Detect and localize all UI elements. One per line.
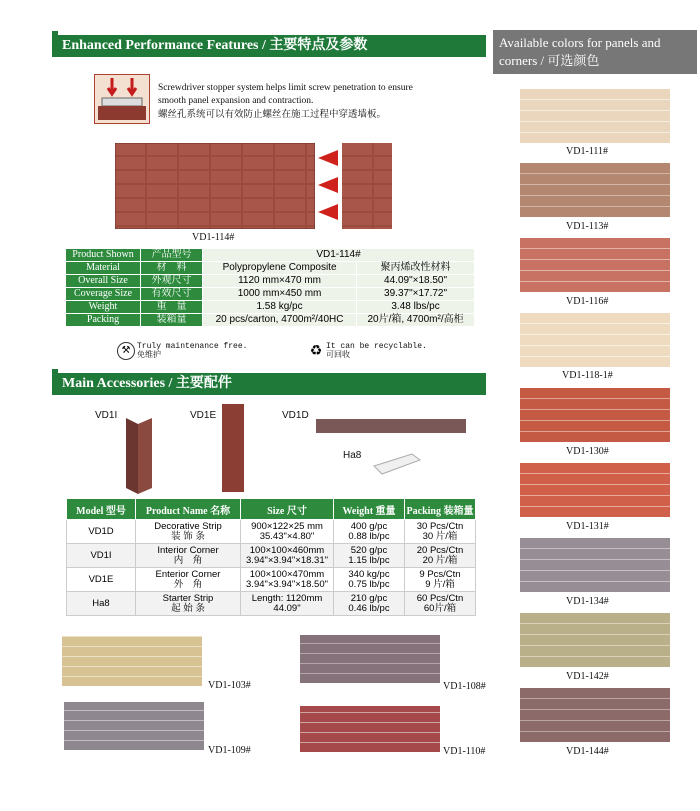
- panel-vd1-110: [300, 706, 440, 752]
- acc-label-vd1d: VD1D: [282, 410, 309, 421]
- acc-model: VD1E: [67, 568, 136, 592]
- panel-caption-109: VD1-109#: [208, 745, 251, 756]
- acc-vd1i-image: [118, 418, 158, 494]
- spec-value-cn: 44.09"×18.50": [357, 275, 475, 288]
- spec-row: [66, 288, 475, 301]
- spec-label-en: Product Shown: [66, 249, 141, 262]
- color-swatch: [520, 238, 670, 292]
- acc-header-size: Size 尺寸: [241, 499, 334, 520]
- maintenance-icon: ⚒: [117, 342, 135, 360]
- acc-weight-lb: 1.15 lb/pc: [348, 554, 390, 566]
- acc-size-mm: 100×100×470mm: [249, 568, 325, 580]
- panel-vd1-103: [62, 636, 202, 686]
- panel-vd1-114: [115, 143, 315, 229]
- acc-packing: [405, 592, 476, 616]
- acc-packing-cn: 9 片/箱: [425, 578, 455, 590]
- spec-value: 1000 mm×450 mm: [203, 288, 357, 301]
- acc-row: [67, 520, 476, 544]
- panel-arrows: [318, 150, 340, 220]
- acc-label-vd1e: VD1E: [190, 410, 217, 421]
- color-label: VD1-130#: [566, 446, 609, 457]
- accessories-table: [66, 498, 476, 616]
- maintenance-text-en: Truly maintenance free.: [137, 342, 248, 351]
- acc-size: [241, 592, 334, 616]
- spec-label-cn: 产品型号: [141, 249, 203, 262]
- spec-table: [65, 248, 475, 327]
- acc-weight: [334, 544, 405, 568]
- acc-packing-cn: 60片/箱: [423, 602, 457, 614]
- acc-weight-lb: 0.46 lb/pc: [348, 602, 390, 614]
- acc-size: [241, 568, 334, 592]
- color-label: VD1-142#: [566, 671, 609, 682]
- acc-name: [136, 520, 241, 544]
- color-label: VD1-134#: [566, 596, 609, 607]
- acc-weight-g: 400 g/pc: [350, 520, 388, 532]
- maintenance-text-cn: 免维护: [137, 351, 161, 360]
- spec-value: 20 pcs/carton, 4700m²/40HC: [203, 314, 357, 327]
- spec-label-cn: 材 料: [141, 262, 203, 275]
- spec-label-cn: 装箱量: [141, 314, 203, 327]
- features-desc-cn: 螺丝孔系统可以有效防止螺丝在施工过程中穿透墙板。: [158, 110, 387, 120]
- spec-value-cn: 3.48 lbs/pc: [357, 301, 475, 314]
- acc-vd1e-image: [220, 404, 246, 494]
- acc-header-name: Product Name 名称: [136, 499, 241, 520]
- acc-weight-g: 520 g/pc: [350, 544, 388, 556]
- panel-caption-110: VD1-110#: [443, 746, 486, 757]
- acc-packing-en: 30 Pcs/Ctn: [416, 520, 464, 532]
- panel-vd1-109: [64, 702, 204, 750]
- brick-edge-svg: [342, 143, 392, 229]
- color-label: VD1-144#: [566, 746, 609, 757]
- acc-name-en: Interior Corner: [157, 544, 219, 556]
- red-arrows-svg: [318, 150, 340, 220]
- starter-strip-svg: [372, 452, 422, 476]
- corner-vd1i-svg: [118, 418, 158, 494]
- acc-packing: [405, 520, 476, 544]
- acc-name: [136, 568, 241, 592]
- acc-size-in: 3.94"×3.94"×18.50": [246, 578, 328, 590]
- acc-size-mm: 100×100×460mm: [249, 544, 325, 556]
- acc-packing: [405, 544, 476, 568]
- acc-size-mm: Length: 1120mm: [251, 592, 323, 604]
- corner-vd1e-svg: [220, 404, 246, 494]
- panel-caption-108: VD1-108#: [443, 681, 486, 692]
- color-label: VD1-116#: [566, 296, 609, 307]
- spec-row: [66, 301, 475, 314]
- spec-label-en: Material: [66, 262, 141, 275]
- spec-row: [66, 275, 475, 288]
- acc-size-mm: 900×122×25 mm: [251, 520, 323, 532]
- spec-value: 1.58 kg/pc: [203, 301, 357, 314]
- acc-label-vd1i: VD1I: [95, 410, 118, 421]
- spec-value-cn: 20片/箱, 4700m²/高柜: [357, 314, 475, 327]
- acc-model: VD1D: [67, 520, 136, 544]
- spec-value: VD1-114#: [203, 249, 475, 262]
- acc-ha8-image: [372, 452, 422, 476]
- acc-row: [67, 592, 476, 616]
- acc-packing-en: 20 Pcs/Ctn: [416, 544, 464, 556]
- acc-vd1d-image: [316, 419, 466, 433]
- acc-weight-lb: 0.75 lb/pc: [348, 578, 390, 590]
- accessories-header: Main Accessories / 主要配件: [52, 373, 486, 395]
- acc-weight: [334, 568, 405, 592]
- acc-weight: [334, 592, 405, 616]
- panel-caption: VD1-114#: [192, 232, 235, 243]
- acc-name-cn: 内 角: [173, 554, 203, 566]
- spec-label-en: Overall Size: [66, 275, 141, 288]
- recycle-text-cn: 可回收: [326, 351, 350, 360]
- acc-name-cn: 外 角: [173, 578, 203, 590]
- acc-header-weight: Weight 重量: [334, 499, 405, 520]
- acc-name-cn: 装 饰 条: [171, 530, 205, 542]
- acc-name: [136, 592, 241, 616]
- color-swatch: [520, 163, 670, 217]
- acc-name-en: Decorative Strip: [154, 520, 222, 532]
- acc-label-ha8: Ha8: [343, 450, 362, 461]
- spec-label-en: Weight: [66, 301, 141, 314]
- spec-label-en: Packing: [66, 314, 141, 327]
- color-label: VD1-131#: [566, 521, 609, 532]
- acc-weight-lb: 0.88 lb/pc: [348, 530, 390, 542]
- acc-row: [67, 568, 476, 592]
- acc-row: [67, 544, 476, 568]
- color-swatch: [520, 688, 670, 742]
- panel-vd1-108: [300, 635, 440, 683]
- panel-caption-103: VD1-103#: [208, 680, 251, 691]
- acc-weight-g: 210 g/pc: [350, 592, 388, 604]
- acc-size-in: 44.09": [273, 602, 301, 614]
- color-label: VD1-111#: [566, 146, 609, 157]
- acc-packing-en: 9 Pcs/Ctn: [419, 568, 461, 580]
- color-swatch: [520, 613, 670, 667]
- brick-panel-svg: [115, 143, 315, 229]
- color-label: VD1-113#: [566, 221, 609, 232]
- acc-size: [241, 520, 334, 544]
- screw-diagram-svg: [94, 74, 150, 124]
- color-swatch: [520, 89, 670, 143]
- spec-label-cn: 外观尺寸: [141, 275, 203, 288]
- acc-packing: [405, 568, 476, 592]
- acc-weight: [334, 520, 405, 544]
- acc-name-en: Enterior Corner: [155, 568, 221, 580]
- panel-edge: [342, 143, 392, 229]
- screw-stopper-diagram: [94, 74, 150, 124]
- acc-model: VD1I: [67, 544, 136, 568]
- acc-packing-cn: 30 片/箱: [422, 530, 458, 542]
- acc-header-row: [67, 499, 476, 520]
- spec-row: [66, 262, 475, 275]
- spec-value: 1120 mm×470 mm: [203, 275, 357, 288]
- color-swatch: [520, 313, 670, 367]
- spec-label-cn: 重 量: [141, 301, 203, 314]
- colors-header: Available colors for panels and corners / 可选颜色: [493, 30, 697, 74]
- spec-row: [66, 249, 475, 262]
- acc-header-packing: Packing 装箱量: [405, 499, 476, 520]
- color-swatch: [520, 538, 670, 592]
- acc-name: [136, 544, 241, 568]
- recycle-text-en: It can be recyclable.: [326, 342, 427, 351]
- spec-value-cn: 39.37"×17.72": [357, 288, 475, 301]
- features-desc-en: Screwdriver stopper system helps limit screw penetration to ensure smooth panel expansion and contraction.: [158, 83, 413, 106]
- acc-size-in: 3.94"×3.94"×18.31": [246, 554, 328, 566]
- acc-name-en: Starter Strip: [162, 592, 214, 604]
- color-swatch: [520, 388, 670, 442]
- acc-size: [241, 544, 334, 568]
- spec-label-cn: 有效尺寸: [141, 288, 203, 301]
- acc-packing-en: 60 Pcs/Ctn: [416, 592, 464, 604]
- features-header: Enhanced Performance Features / 主要特点及参数: [52, 35, 486, 57]
- acc-packing-cn: 20 片/箱: [422, 554, 458, 566]
- acc-size-in: 35.43"×4.80": [259, 530, 315, 542]
- acc-weight-g: 340 kg/pc: [348, 568, 390, 580]
- spec-value-cn: 聚丙烯改性材料: [357, 262, 475, 275]
- acc-header-model: Model 型号: [67, 499, 136, 520]
- spec-label-en: Coverage Size: [66, 288, 141, 301]
- spec-row: [66, 314, 475, 327]
- recycle-icon: ♻: [309, 342, 323, 358]
- color-swatch: [520, 463, 670, 517]
- acc-model: Ha8: [67, 592, 136, 616]
- acc-name-cn: 起 始 条: [171, 602, 205, 614]
- color-label: VD1-118-1#: [562, 370, 613, 381]
- spec-value: Polypropylene Composite: [203, 262, 357, 275]
